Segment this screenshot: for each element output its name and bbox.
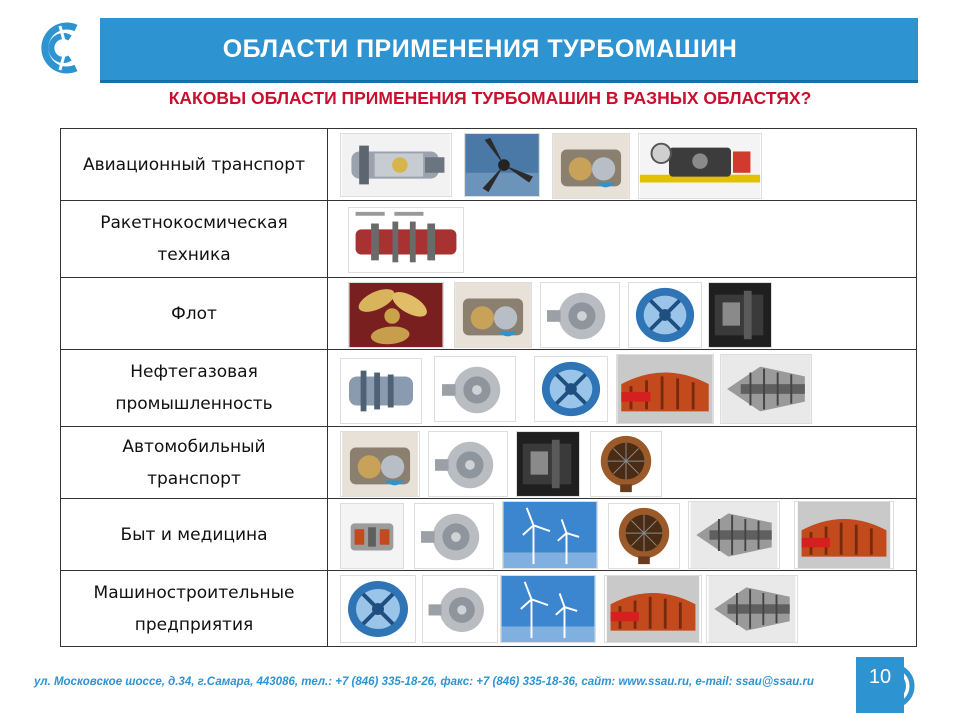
water-pump-image xyxy=(422,575,498,643)
axial-fan-blue-image xyxy=(534,356,608,422)
turbocharger-cutaway-image xyxy=(340,431,420,497)
footer-contacts: ул. Московское шоссе, д.34, г.Самара, 443086, тел.: +7 (846) 335-18-26, факс: +7 (846) 335-18-36, сайт: www.ssau.ru, e-mail: ssau@ssau.ru xyxy=(34,676,814,688)
images-cell xyxy=(328,571,916,646)
ship-propeller-image xyxy=(348,282,444,348)
turbine-cutaway-image xyxy=(720,354,812,424)
dental-turbine-image xyxy=(340,503,404,569)
images-cell xyxy=(328,201,916,277)
water-pump-image xyxy=(414,503,494,569)
engine-room-image xyxy=(516,431,580,497)
images-cell xyxy=(328,499,916,570)
engine-room-image xyxy=(708,282,772,348)
header-shadow xyxy=(100,80,918,83)
water-pump-image xyxy=(540,282,620,348)
table-row xyxy=(61,278,916,350)
page-number: 10 xyxy=(868,666,892,688)
table-row xyxy=(61,427,916,499)
red-impeller-image xyxy=(794,501,894,569)
images-cell xyxy=(328,350,916,426)
floor-fan-image xyxy=(608,503,680,569)
table-row xyxy=(61,350,916,427)
row-label: Быт и медицина xyxy=(61,499,328,570)
table-row xyxy=(61,571,916,646)
axial-fan-blue-image xyxy=(628,282,702,348)
rocket-turbopump-cutaway-image xyxy=(348,207,464,273)
turbine-cutaway-image xyxy=(706,575,798,643)
row-label: Авиационный транспорт xyxy=(61,129,328,200)
engine-assembly-image xyxy=(638,133,762,199)
wind-turbines-image xyxy=(502,501,598,569)
table-row xyxy=(61,499,916,571)
red-impeller-image xyxy=(604,575,702,643)
compressor-cutaway-image xyxy=(340,358,422,424)
page-subtitle: КАКОВЫ ОБЛАСТИ ПРИМЕНЕНИЯ ТУРБОМАШИН В РАЗНЫХ ОБЛАСТЯХ? xyxy=(168,88,812,108)
propeller-image xyxy=(464,133,540,197)
table-row xyxy=(61,129,916,201)
turbocharger-cutaway-image xyxy=(552,133,630,199)
images-cell xyxy=(328,278,916,349)
row-label: Автомобильный транспорт xyxy=(61,427,328,498)
ssau-logo-icon xyxy=(36,18,90,78)
row-label: Машиностроительные предприятия xyxy=(61,571,328,646)
water-pump-image xyxy=(428,431,508,497)
row-label: Флот xyxy=(61,278,328,349)
table-row xyxy=(61,201,916,278)
images-cell xyxy=(328,427,916,498)
turbine-cutaway-image xyxy=(688,501,780,569)
jet-engine-cutaway-image xyxy=(340,133,452,197)
water-pump-image xyxy=(434,356,516,422)
row-label: Нефтегазовая промышленность xyxy=(61,350,328,426)
turbocharger-cutaway-image xyxy=(454,282,532,348)
axial-fan-blue-image xyxy=(340,575,416,643)
floor-fan-image xyxy=(590,431,662,497)
red-impeller-image xyxy=(616,354,714,424)
applications-table xyxy=(60,128,917,647)
row-label: Ракетнокосмическая техника xyxy=(61,201,328,277)
images-cell xyxy=(328,129,916,200)
page-title: ОБЛАСТИ ПРИМЕНЕНИЯ ТУРБОМАШИН xyxy=(222,35,738,63)
page-logo-arc-icon xyxy=(884,660,918,712)
wind-turbines-image xyxy=(500,575,596,643)
